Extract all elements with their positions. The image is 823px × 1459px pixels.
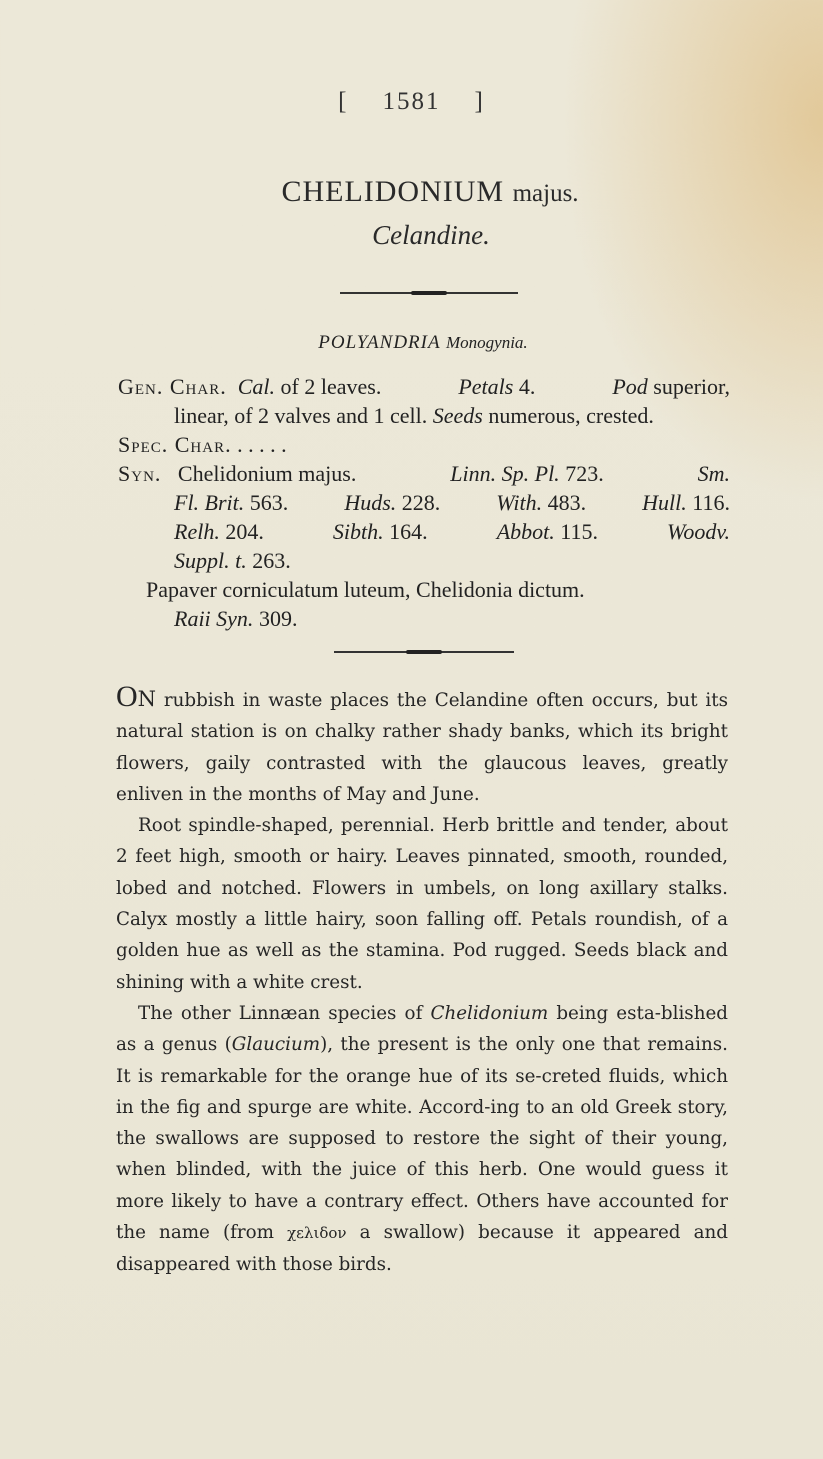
description-text xyxy=(116,680,728,1281)
common-name: Celandine. xyxy=(372,220,490,250)
linnaean-classification xyxy=(0,332,823,354)
species-title xyxy=(0,175,823,209)
class-name: POLYANDRIA xyxy=(318,332,441,353)
gen-char-line-1: Gen. Char. Cal. of 2 leaves. Petals 4. Pod superior, xyxy=(118,374,730,399)
syn-line-1: Syn. Chelidonium majus. Linn. Sp. Pl. 723. Sm. xyxy=(118,461,730,486)
syn-line-4: Suppl. t. 263. xyxy=(174,548,291,573)
drop-cap: O xyxy=(116,680,138,713)
spec-char-line: Spec. Char. . . . . . xyxy=(118,432,287,457)
syn-line-3: Relh. 204. Sibth. 164. Abbot. 115. Woodv. xyxy=(174,519,730,544)
syn-line-5: Papaver corniculatum luteum, Chelidonia dictum. xyxy=(146,577,585,602)
bracket-open: [ xyxy=(338,88,349,115)
syn-line-6: Raii Syn. 309. xyxy=(174,606,298,631)
gen-char-line-2: linear, of 2 valves and 1 cell. Seeds numerous, crested. xyxy=(174,403,654,428)
page-number: 1581 xyxy=(382,88,441,115)
species-name: majus. xyxy=(512,180,579,207)
bracket-close: ] xyxy=(474,88,485,115)
order-name: Monogynia. xyxy=(446,333,528,352)
ornamental-rule-bottom xyxy=(334,651,514,653)
syn-line-2: Fl. Brit. 563. Huds. 228. With. 483. Hull. 116. xyxy=(174,490,730,515)
ornamental-rule-top xyxy=(340,292,518,294)
paragraph-habitat: ON rubbish in waste places the Celandine often occurs, but its natural station is on chalky rather shady banks, which its bright flowers, gaily contrasted with the glaucous leaves, greatly enliven in the months of May and June. xyxy=(116,680,728,805)
paragraph-etymology: The other Linnæan species of Chelidonium being esta-blished as a genus (Glaucium), the present is the only one that remains. It is remarkable for the orange hue of its se-creted fluids, which in the fig and spurge are white. Accord-ing to an old Greek story, the swallows are supposed to restore the sight of their young, when blinded, with the juice of this herb. One would guess it more likely to have a contrary effect. Others have accounted for the name (from χελιδον a swallow) because it appeared and disappeared with those birds. xyxy=(116,1002,728,1276)
page-number-line xyxy=(0,88,823,116)
genus-name: CHELIDONIUM xyxy=(281,175,505,208)
paragraph-description: Root spindle-shaped, perennial. Herb brittle and tender, about 2 feet high, smooth or hairy. Leaves pinnated, smooth, rounded, lobed and notched. Flowers in umbels, on long axillary stalks. Calyx mostly a little hairy, soon falling off. Petals roundish, of a golden hue as well as the stamina. Pod rugged. Seeds black and shining with a white crest. xyxy=(116,815,728,993)
characters-block xyxy=(118,372,730,633)
